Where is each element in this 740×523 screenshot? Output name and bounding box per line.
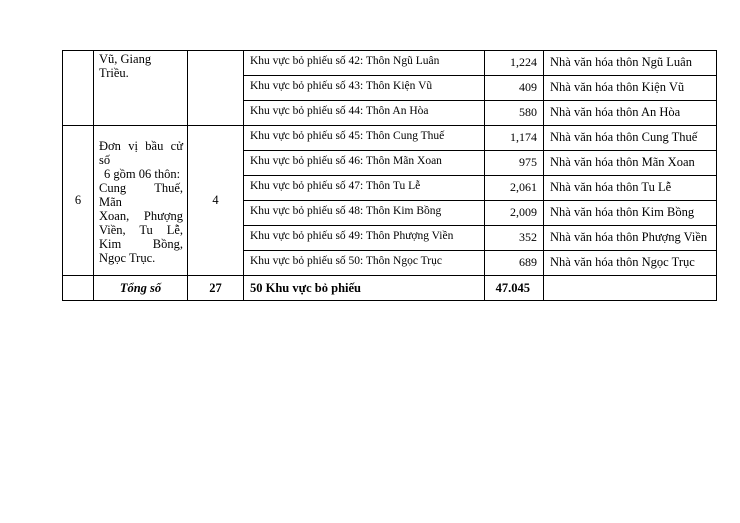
polling-area: Khu vực bỏ phiếu số 45: Thôn Cung Thuế (244, 126, 485, 151)
polling-area: Khu vực bỏ phiếu số 44: Thôn An Hòa (244, 101, 485, 126)
polling-place: Nhà văn hóa thôn Mãn Xoan (544, 151, 717, 176)
polling-area: Khu vực bỏ phiếu số 47: Thôn Tu Lễ (244, 176, 485, 201)
unit-description-line: Viền, Tu Lễ, (99, 223, 183, 237)
voter-count: 689 (485, 251, 544, 276)
unit-description-line: 6 gồm 06 thôn: (104, 167, 181, 181)
unit-description-line: Xoan, Phượng (99, 209, 183, 223)
polling-area: Khu vực bỏ phiếu số 46: Thôn Mãn Xoan (244, 151, 485, 176)
total-seats: 27 (188, 276, 244, 301)
seats-cell (188, 51, 244, 126)
voter-count: 352 (485, 226, 544, 251)
polling-area: Khu vực bỏ phiếu số 48: Thôn Kim Bồng (244, 201, 485, 226)
polling-place: Nhà văn hóa thôn Ngũ Luân (544, 51, 717, 76)
total-label: Tổng số (94, 276, 188, 301)
unit-number-cell (63, 51, 94, 126)
unit-description: Vũ, Giang Triều. (99, 52, 152, 80)
voter-count: 580 (485, 101, 544, 126)
total-place-cell (544, 276, 717, 301)
unit-description-cell (94, 126, 188, 276)
voter-count: 1,174 (485, 126, 544, 151)
polling-area: Khu vực bỏ phiếu số 49: Thôn Phượng Viền (244, 226, 485, 251)
table-row (63, 51, 717, 76)
total-row (63, 276, 717, 301)
polling-place: Nhà văn hóa thôn Kiện Vũ (544, 76, 717, 101)
voter-count: 409 (485, 76, 544, 101)
unit-description-line: Cung Thuế, Mãn (99, 181, 183, 209)
total-blank-cell (63, 276, 94, 301)
unit-description-line: Đơn vị bầu cử số (99, 139, 183, 167)
polling-place: Nhà văn hóa thôn Tu Lễ (544, 176, 717, 201)
unit-description-line: Kim Bồng, (99, 237, 183, 251)
polling-place: Nhà văn hóa thôn Cung Thuế (544, 126, 717, 151)
total-voters: 47.045 (485, 276, 544, 301)
polling-area: Khu vực bỏ phiếu số 50: Thôn Ngọc Trục (244, 251, 485, 276)
unit-description-line: Ngọc Trục. (99, 251, 156, 265)
polling-place: Nhà văn hóa thôn Kim Bồng (544, 201, 717, 226)
unit-description-cell (94, 51, 188, 126)
voter-count: 1,224 (485, 51, 544, 76)
polling-table (62, 50, 717, 301)
voter-count: 2,009 (485, 201, 544, 226)
polling-place: Nhà văn hóa thôn Phượng Viền (544, 226, 717, 251)
polling-area: Khu vực bỏ phiếu số 43: Thôn Kiện Vũ (244, 76, 485, 101)
table-row (63, 126, 717, 151)
polling-area: Khu vực bỏ phiếu số 42: Thôn Ngũ Luân (244, 51, 485, 76)
voter-count: 2,061 (485, 176, 544, 201)
seats-count: 4 (188, 126, 244, 276)
polling-place: Nhà văn hóa thôn An Hòa (544, 101, 717, 126)
unit-number: 6 (63, 126, 94, 276)
total-areas: 50 Khu vực bỏ phiếu (244, 276, 485, 301)
polling-place: Nhà văn hóa thôn Ngọc Trục (544, 251, 717, 276)
voter-count: 975 (485, 151, 544, 176)
